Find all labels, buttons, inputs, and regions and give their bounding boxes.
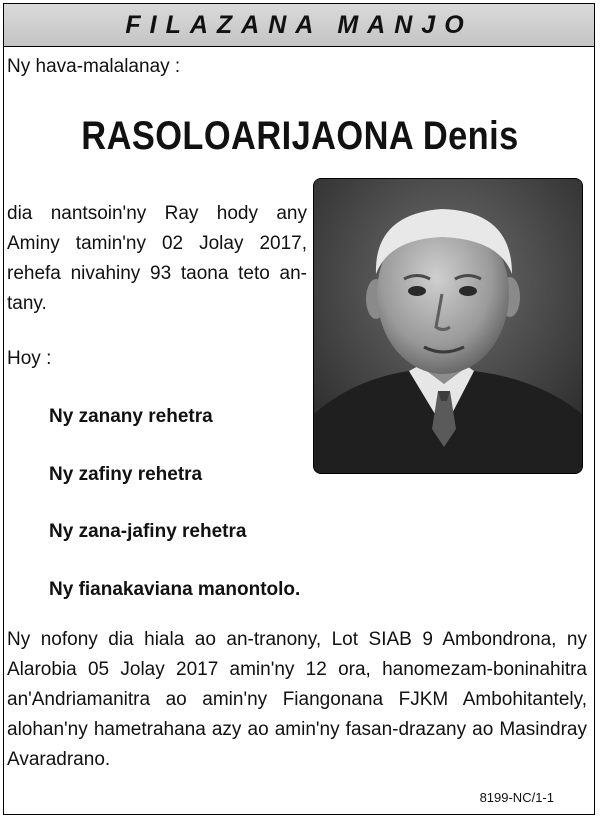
family-line: Ny zana-jafiny rehetra (49, 521, 247, 542)
reference-number: 8199-NC/1-1 (479, 790, 554, 805)
family-line: Ny fianakaviana manontolo. (49, 579, 301, 600)
hoy-label: Hoy : (7, 348, 52, 369)
deceased-name: RASOLOARIJAONA Denis (81, 114, 519, 158)
family-line: Ny zanany rehetra (49, 406, 213, 427)
death-announcement-text: dia nantsoin'ny Ray hody any Aminy tamin'ny 02 Jolay 2017, rehefa nivahiny 93 taona teto an-tany. (7, 203, 307, 314)
funeral-details-text: Ny nofony dia hiala ao an-tranony, Lot SIAB 9 Ambondrona, ny Alarobia 05 Jolay 2017 amin'ny 12 ora, hanomezam-boninahitra an'Andriamanitra ao amin'ny Fiangonana FJKM Ambohitantely, alohan'ny hametrahana azy ao amin'ny fasan-drazany ao Masindray Avaradrano. (7, 629, 587, 770)
notice-header (4, 4, 594, 47)
intro-text: Ny hava-malalanay : (7, 56, 181, 77)
header-title: FILAZANA MANJO (125, 10, 473, 39)
portrait-photo-icon (313, 178, 583, 474)
family-line: Ny zafiny rehetra (49, 464, 203, 485)
